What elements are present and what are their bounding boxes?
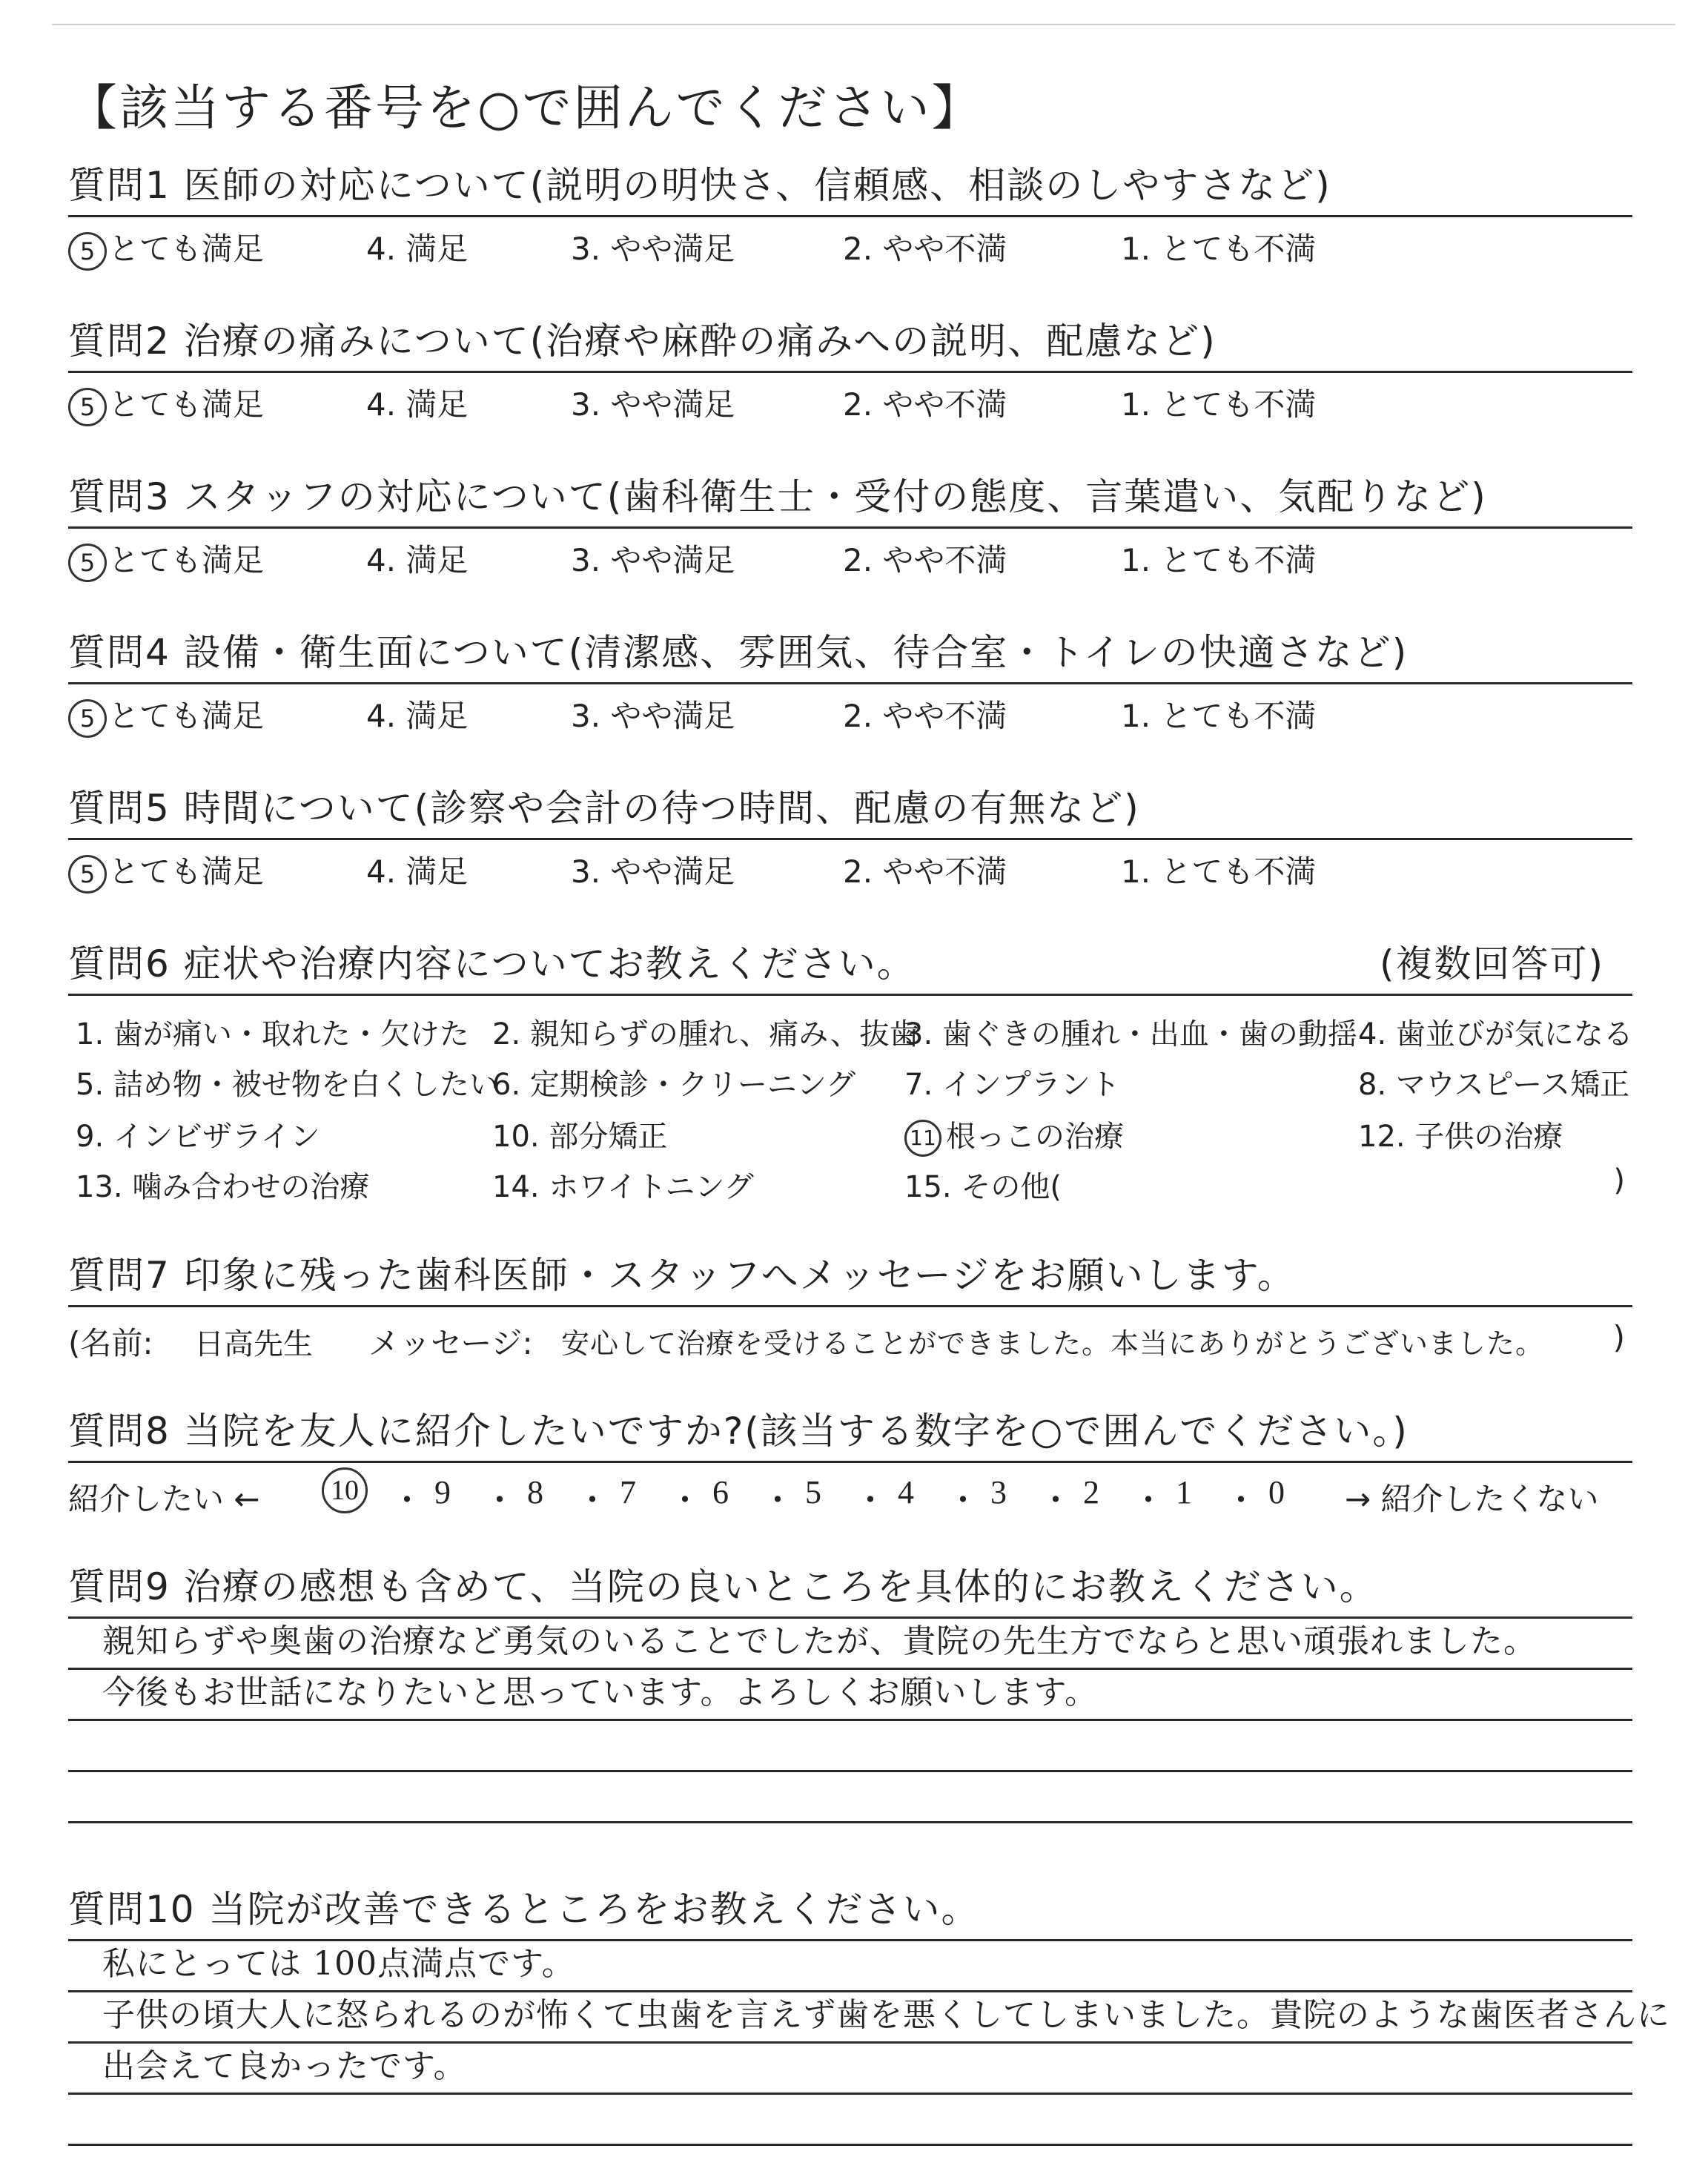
name-label: (名前: xyxy=(68,1325,153,1361)
option-somewhat-satisfied[interactable]: 3. やや満足 xyxy=(571,386,735,423)
question-5-header xyxy=(68,779,1632,840)
question-1 xyxy=(68,156,1632,269)
question-1-options xyxy=(68,217,1632,269)
scale-dot: ・ xyxy=(854,1482,887,1519)
answer-line[interactable] xyxy=(68,1992,1670,2044)
question-2-options xyxy=(68,373,1632,425)
question-4-options xyxy=(68,684,1632,736)
question-4-label: 質問4 設備・衛生面について(清潔感、雰囲気、待合室・トイレの快適さなど) xyxy=(68,631,1409,674)
question-8 xyxy=(68,1401,1632,1522)
circled-score: 5 xyxy=(68,388,107,426)
question-6-header xyxy=(68,934,1632,996)
scale-7[interactable]: 7 xyxy=(620,1474,636,1510)
question-8-label: 質問8 当院を友人に紹介したいですか?(該当する数字を○で囲んでください。) xyxy=(68,1410,1409,1453)
scale-dot: ・ xyxy=(1039,1482,1072,1519)
handwritten-text: 私にとっては 100点満点です。 xyxy=(102,1945,575,1983)
question-3-header xyxy=(68,467,1632,529)
question-1-label: 質問1 医師の対応について(説明の明快さ、信頼感、相談のしやすさなど) xyxy=(68,164,1331,207)
option-very-dissatisfied[interactable]: 1. とても不満 xyxy=(1121,231,1317,267)
scale-8[interactable]: 8 xyxy=(527,1474,543,1510)
answer-line[interactable] xyxy=(68,2095,1632,2146)
question-5-label: 質問5 時間について(診察や会計の待つ時間、配慮の有無など) xyxy=(68,787,1140,830)
option-satisfied[interactable]: 4. 満足 xyxy=(366,698,469,734)
scale-dot: ・ xyxy=(1225,1482,1257,1519)
question-7-header xyxy=(68,1246,1632,1307)
circled-number: 11 xyxy=(904,1120,941,1157)
option-satisfied[interactable]: 4. 満足 xyxy=(366,542,469,578)
question-5 xyxy=(68,779,1632,892)
option-somewhat-dissatisfied[interactable]: 2. やや不満 xyxy=(843,698,1007,734)
treatment-option-selected[interactable]: 11 根っこの治療 xyxy=(904,1113,1124,1157)
question-2-label: 質問2 治療の痛みについて(治療や麻酔の痛みへの説明、配慮など) xyxy=(68,320,1217,363)
option-somewhat-satisfied[interactable]: 3. やや満足 xyxy=(571,698,735,734)
option-somewhat-dissatisfied[interactable]: 2. やや不満 xyxy=(843,231,1007,267)
question-6 xyxy=(68,934,1632,1211)
scale-0[interactable]: 0 xyxy=(1268,1474,1285,1510)
treatment-options xyxy=(68,996,1632,1211)
option-satisfied[interactable]: 4. 満足 xyxy=(366,853,469,890)
question-10-header xyxy=(68,1880,1632,1941)
option-somewhat-dissatisfied[interactable]: 2. やや不満 xyxy=(843,386,1007,423)
scale-4[interactable]: 4 xyxy=(898,1474,914,1510)
option-very-satisfied[interactable]: 5 とても満足 xyxy=(68,848,264,894)
option-satisfied[interactable]: 4. 満足 xyxy=(366,231,469,267)
treatment-option[interactable]: 12. 子供の治療 xyxy=(1358,1120,1563,1154)
option-very-satisfied[interactable]: 5 とても満足 xyxy=(68,536,264,582)
close-paren: ) xyxy=(1612,1319,1625,1355)
question-7-label: 質問7 印象に残った歯科医師・スタッフへメッセージをお願いします。 xyxy=(68,1254,1296,1297)
treatment-option[interactable]: 2. 親知らずの腫れ、痛み、抜歯 xyxy=(492,1017,919,1051)
handwritten-text: 子供の頃大人に怒られるのが怖くて虫歯を言えず歯を悪くしてしまいました。貴院のような歯医者さんに xyxy=(102,1996,1670,2034)
scale-3[interactable]: 3 xyxy=(990,1474,1007,1510)
option-very-satisfied[interactable]: 5 とても満足 xyxy=(68,225,264,271)
option-somewhat-satisfied[interactable]: 3. やや満足 xyxy=(571,853,735,890)
treatment-option[interactable]: 9. インビザライン xyxy=(76,1120,320,1154)
answer-area xyxy=(68,1619,1632,1823)
question-4-header xyxy=(68,623,1632,684)
scale-dot: ・ xyxy=(669,1482,701,1519)
question-9 xyxy=(68,1557,1632,1823)
top-border xyxy=(52,24,1675,25)
recommend-scale xyxy=(68,1463,1632,1522)
question-2 xyxy=(68,311,1632,425)
question-2-header xyxy=(68,311,1632,373)
option-satisfied[interactable]: 4. 満足 xyxy=(366,386,469,423)
circled-score: 5 xyxy=(68,232,107,271)
treatment-option[interactable]: 10. 部分矯正 xyxy=(492,1120,668,1154)
question-5-options xyxy=(68,840,1632,892)
question-3 xyxy=(68,467,1632,581)
question-3-label: 質問3 スタッフの対応について(歯科衛生士・受付の態度、言葉遣い、気配りなど) xyxy=(68,475,1487,518)
scale-5[interactable]: 5 xyxy=(805,1474,821,1510)
treatment-option[interactable]: 4. 歯並びが気になる xyxy=(1358,1017,1633,1051)
question-4 xyxy=(68,623,1632,736)
option-very-dissatisfied[interactable]: 1. とても不満 xyxy=(1121,853,1317,890)
question-6-label: 質問6 症状や治療内容についてお教えください。 xyxy=(68,942,916,985)
handwritten-text: 出会えて良かったです。 xyxy=(102,2047,467,2085)
treatment-option[interactable]: 8. マウスピース矯正 xyxy=(1358,1068,1630,1102)
option-somewhat-dissatisfied[interactable]: 2. やや不満 xyxy=(843,542,1007,578)
scale-dot: ・ xyxy=(391,1482,423,1519)
option-very-satisfied[interactable]: 5 とても満足 xyxy=(68,692,264,738)
name-value[interactable]: 日高先生 xyxy=(194,1327,313,1361)
page-title: 【該当する番号を○で囲んでください】 xyxy=(68,79,983,136)
scale-dot: ・ xyxy=(576,1482,609,1519)
question-9-header xyxy=(68,1557,1632,1619)
option-very-dissatisfied[interactable]: 1. とても不満 xyxy=(1121,542,1317,578)
scale-6[interactable]: 6 xyxy=(712,1474,729,1510)
question-1-header xyxy=(68,156,1632,217)
recommend-right-label: → 紹介したくない xyxy=(1345,1481,1599,1517)
other-close-paren: ) xyxy=(1613,1163,1625,1198)
message-line xyxy=(68,1307,1632,1367)
question-8-header xyxy=(68,1401,1632,1463)
handwritten-text: 今後もお世話になりたいと思っています。よろしくお願いします。 xyxy=(102,1674,1098,1711)
option-very-dissatisfied[interactable]: 1. とても不満 xyxy=(1121,386,1317,423)
treatment-option-other[interactable]: 15. その他( xyxy=(904,1170,1062,1204)
answer-line[interactable] xyxy=(68,1619,1632,1670)
answer-area xyxy=(68,1941,1670,2146)
treatment-option[interactable]: 6. 定期検診・クリーニング xyxy=(492,1068,856,1102)
message-value[interactable]: 安心して治療を受けることができました。本当にありがとうございました。 xyxy=(561,1327,1545,1360)
question-10 xyxy=(68,1880,1670,2146)
option-somewhat-satisfied[interactable]: 3. やや満足 xyxy=(571,542,735,578)
recommend-left-label: 紹介したい ← xyxy=(68,1481,260,1517)
handwritten-text: 親知らずや奥歯の治療など勇気のいることでしたが、貴院の先生方でならと思い頑張れました。 xyxy=(102,1622,1537,1660)
scale-dot: ・ xyxy=(761,1482,794,1519)
answer-line[interactable] xyxy=(68,1670,1632,1721)
answer-line[interactable] xyxy=(68,1941,1632,1992)
scale-2[interactable]: 2 xyxy=(1083,1474,1099,1510)
treatment-option[interactable]: 13. 噛み合わせの治療 xyxy=(76,1170,370,1204)
message-label: メッセージ: xyxy=(368,1325,533,1361)
treatment-option[interactable]: 3. 歯ぐきの腫れ・出血・歯の動揺 xyxy=(904,1017,1357,1051)
circled-score: 5 xyxy=(68,855,107,894)
question-9-label: 質問9 治療の感想も含めて、当院の良いところを具体的にお教えください。 xyxy=(68,1565,1378,1608)
treatment-option[interactable]: 1. 歯が痛い・取れた・欠けた xyxy=(76,1017,469,1051)
circled-score: 5 xyxy=(68,699,107,738)
answer-line[interactable] xyxy=(68,1772,1632,1823)
option-very-satisfied[interactable]: 5 とても満足 xyxy=(68,380,264,426)
scale-dot: ・ xyxy=(483,1482,516,1519)
scale-1[interactable]: 1 xyxy=(1176,1474,1192,1510)
option-somewhat-dissatisfied[interactable]: 2. やや不満 xyxy=(843,853,1007,890)
multiple-answers-note: (複数回答可) xyxy=(1379,942,1604,985)
circled-score: 5 xyxy=(68,544,107,582)
scale-dot: ・ xyxy=(947,1482,979,1519)
answer-line[interactable] xyxy=(68,1721,1632,1772)
treatment-option[interactable]: 14. ホワイトニング xyxy=(492,1170,754,1204)
question-10-label: 質問10 当院が改善できるところをお教えください。 xyxy=(68,1888,980,1931)
treatment-option[interactable]: 7. インプラント xyxy=(904,1068,1120,1102)
option-somewhat-satisfied[interactable]: 3. やや満足 xyxy=(571,231,735,267)
option-very-dissatisfied[interactable]: 1. とても不満 xyxy=(1121,698,1317,734)
scale-dot: ・ xyxy=(1132,1482,1165,1519)
scale-9[interactable]: 9 xyxy=(434,1474,451,1510)
treatment-option[interactable]: 5. 詰め物・被せ物を白くしたい xyxy=(76,1068,499,1102)
scale-10-selected[interactable]: 10 xyxy=(322,1467,368,1513)
question-3-options xyxy=(68,529,1632,581)
answer-line[interactable] xyxy=(68,2044,1632,2095)
question-7 xyxy=(68,1246,1632,1367)
